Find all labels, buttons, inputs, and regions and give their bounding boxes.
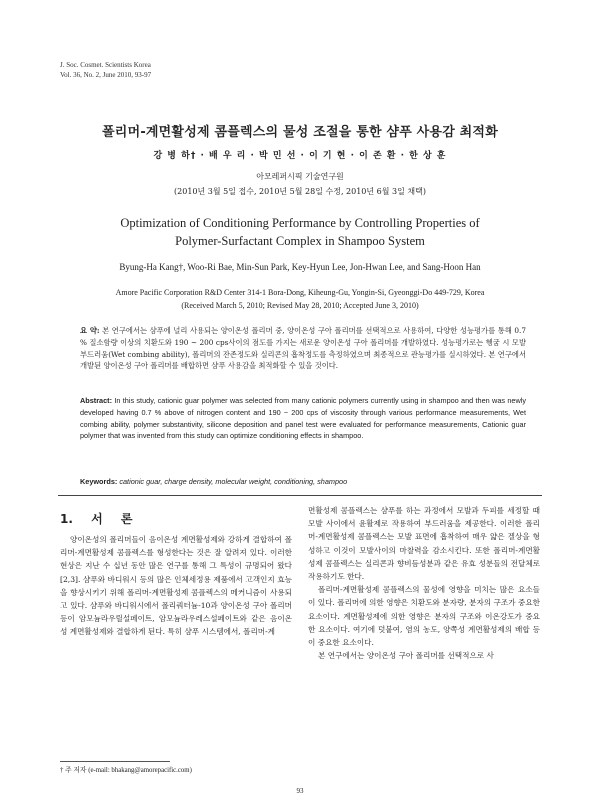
- english-affiliation-address: Amore Pacific Corporation R&D Center 314-1 Bora-Dong, Kiheung-Gu, Yongin-Si, Gyeonggi-Do 449-729, Korea: [115, 288, 485, 297]
- journal-volume: Vol. 36, No. 2, June 2010, 93-97: [60, 71, 152, 79]
- journal-header: [60, 60, 151, 80]
- korean-abstract: [80, 325, 526, 372]
- paragraph: 양이온성의 폴리머들이 음이온성 계면활성제와 강하게 결합하여 폴리머-계면활성제 콤플렉스를 형성한다는 것은 잘 알려져 있다. 이러한 현상은 지난 수 십년 동안 많은 연구를 통해 그 특성이 규명되어 왔다[2,3]. 샴푸와 바디워시 등의 많은 인체세정용 제품에서 고객인지 효능을 향상시키기 위해 폴리머-계면활성제 콤플렉스의 메커니즘이 사용되고 있다. 샴푸와 바디워시에서 폴리쿼터늄-10과 양이온성 구아 폴리머 등이 암모늄라우릴설페이트, 암모늄라우레스설페이트와 같은 음이온성 계면활성제와 결합하게 된다. 특히 샴푸 시스템에서, 폴리머-계: [60, 535, 292, 637]
- journal-name: J. Soc. Cosmet. Scientists Korea: [60, 61, 151, 69]
- korean-affiliation: 아모레퍼시픽 기술연구원: [256, 172, 344, 181]
- section-divider: [58, 495, 542, 496]
- paragraph: 본 연구에서는 양이온성 구아 폴리머를 선택적으로 사: [318, 651, 494, 661]
- english-affiliation: [40, 286, 560, 312]
- footnote-divider: [60, 761, 170, 762]
- english-title-line1: Optimization of Conditioning Performance by Controlling Properties of: [120, 216, 480, 230]
- korean-abstract-label: 요 약:: [80, 326, 100, 335]
- english-abstract-label: Abstract:: [80, 396, 113, 405]
- footnote: † 주 저자 (e-mail: bhakang@amorepacific.com): [60, 767, 192, 774]
- body-column-right: [308, 504, 540, 662]
- korean-authors: 강 병 하† · 배 우 리 · 박 민 선 · 이 기 현 · 이 존 환 · 한 상 훈: [153, 151, 447, 161]
- english-authors: Byung-Ha Kang†, Woo-Ri Bae, Min-Sun Park, Key-Hyun Lee, Jon-Hwan Lee, and Sang-Hoon Han: [119, 262, 481, 272]
- keywords-text: cationic guar, charge density, molecular weight, conditioning, shampoo: [119, 477, 348, 486]
- keywords: [80, 477, 526, 486]
- paragraph: 면활성제 콤플렉스는 샴푸를 하는 과정에서 모발과 두피를 세정할 때 모발 사이에서 윤활제로 작용하여 부드러움을 제공한다. 이러한 폴리머-계면활성제 콤플렉스는 모발 표면에 흡착하여 매우 얇은 겔상을 형성하고 이것이 모발사이의 마찰력을 감소시킨다. 또한 폴리머-계면활성제 콤플렉스는 실리콘과 향비듬성분과 같은 유효 성분들의 전달체로 작용하기도 한다.: [308, 506, 540, 582]
- korean-title: 폴리머-계면활성제 콤플렉스의 물성 조절을 통한 샴푸 사용감 최적화: [102, 125, 498, 140]
- english-abstract-text: In this study, cationic guar polymer was selected from many cationic polymers currently using in shampoo and then was newly developed having 0.7 % above of nitrogen content and 190 ~ 200 cps of viscosity through various performance measurements, Wet combing ability, polymer substantivity, silicone deposition and panel test were evaluated for performance measurements, Cationic guar polymer that was invented from this study can optimize conditioning effects in shampoo.: [80, 396, 526, 441]
- english-title: [40, 214, 560, 250]
- paragraph: 폴리머-계면활성제 콤플렉스의 물성에 영향을 미치는 많은 요소들이 있다. 폴리머에 의한 영향은 치환도와 분자량, 분자의 구조가 중요한 요소이다. 계면활성제에 의한 영향은 분자의 구조와 이온강도가 중요한 요소이다. 여기에 덧붙여, 염의 농도, 양쪽성 계면활성제의 배합 등이 중요한 요소이다.: [308, 585, 540, 648]
- page-number: 93: [296, 787, 304, 795]
- korean-abstract-text: 본 연구에서는 샴푸에 널리 사용되는 양이온성 폴리머 중, 양이온성 구아 폴리머를 선택적으로 사용하여, 다양한 성능평가를 통해 0.7 % 질소함량 이상의 치환도와 190 ~ 200 cps사이의 점도를 가지는 새로운 양이온성 구아 폴리머를 개발하였다. 성능평가로는 헹굼 시 모발 부드러움(Wet combing ability), 폴리머의 잔존정도와 실리콘의 흡착정도를 측정하였으며 최종적으로 관능평가를 실시하였다. 본 연구에서 개발된 양이온성 구아 폴리머를 배합하면 샴푸 사용감을 최적화할 수 있을 것이다.: [80, 326, 526, 371]
- korean-dates: (2010년 3월 5일 접수, 2010년 5월 28일 수정, 2010년 6월 3일 채택): [174, 187, 426, 196]
- body-column-left: [60, 533, 292, 639]
- section-heading-introduction: 1. 서 론: [60, 512, 133, 526]
- keywords-label: Keywords:: [80, 477, 118, 486]
- english-title-line2: Polymer-Surfactant Complex in Shampoo System: [175, 234, 425, 248]
- english-abstract: [80, 395, 526, 442]
- english-affiliation-dates: (Received March 5, 2010; Revised May 28, 2010; Accepted June 3, 2010): [181, 301, 419, 310]
